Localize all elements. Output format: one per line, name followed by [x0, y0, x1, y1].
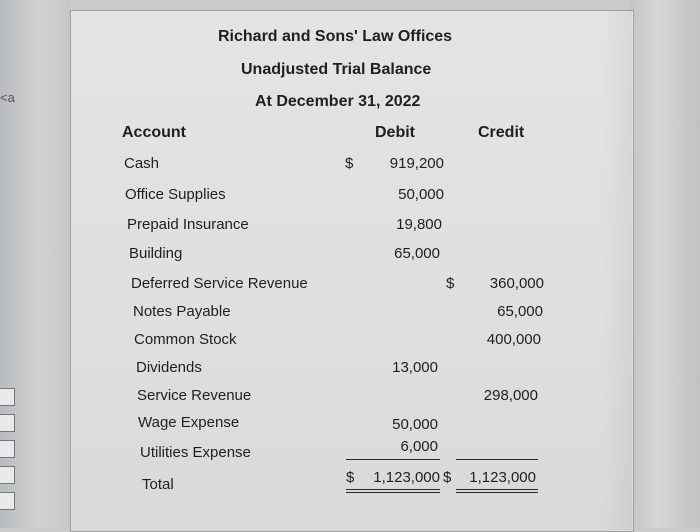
- account-name: Prepaid Insurance: [127, 216, 249, 233]
- report-subtitle: Unadjusted Trial Balance: [241, 61, 432, 78]
- debit-amount: 6,000: [400, 438, 438, 455]
- debit-amount: 50,000: [398, 186, 444, 203]
- account-name: Notes Payable: [133, 303, 231, 320]
- debit-amount: 13,000: [392, 359, 438, 376]
- credit-double-rule-1: [456, 489, 538, 490]
- debit-double-rule-2: [346, 492, 440, 493]
- debit-currency-symbol: $: [346, 469, 355, 486]
- credit-amount: 360,000: [489, 275, 544, 292]
- checkbox[interactable]: [0, 440, 15, 458]
- report-date: At December 31, 2022: [255, 93, 421, 110]
- credit-currency-symbol: $: [446, 275, 455, 292]
- checkbox[interactable]: [0, 414, 15, 432]
- background-right: [630, 0, 700, 528]
- debit-amount: 65,000: [394, 245, 440, 262]
- checkbox[interactable]: [0, 492, 15, 510]
- credit-double-rule-2: [456, 492, 538, 493]
- account-name: Utilities Expense: [140, 444, 251, 461]
- total-label: Total: [142, 476, 174, 493]
- account-name: Cash: [124, 155, 160, 172]
- account-name: Common Stock: [134, 331, 237, 348]
- panel-shadow: [602, 10, 632, 530]
- account-name: Wage Expense: [138, 414, 240, 431]
- credit-total: 1,123,000: [469, 469, 536, 486]
- debit-amount: 19,800: [396, 216, 442, 233]
- checkbox[interactable]: [0, 388, 15, 406]
- column-header-account: Account: [122, 124, 186, 141]
- account-name: Dividends: [136, 359, 202, 376]
- credit-total-rule: [456, 459, 538, 460]
- sidebar-glyph: <a: [0, 90, 15, 105]
- debit-total: 1,123,000: [373, 469, 440, 486]
- account-name: Service Revenue: [137, 387, 252, 404]
- credit-amount: 400,000: [486, 331, 541, 348]
- account-name: Office Supplies: [125, 186, 226, 203]
- debit-total-rule: [346, 459, 440, 460]
- credit-amount: 65,000: [497, 303, 543, 320]
- debit-currency-symbol: $: [345, 155, 354, 172]
- checkbox[interactable]: [0, 466, 15, 484]
- debit-amount: 919,200: [389, 155, 444, 172]
- column-header-credit: Credit: [478, 124, 525, 141]
- debit-amount: 50,000: [392, 416, 438, 433]
- debit-double-rule-1: [346, 489, 440, 490]
- credit-amount: 298,000: [483, 387, 538, 404]
- column-header-debit: Debit: [375, 124, 415, 141]
- credit-currency-symbol: $: [443, 469, 452, 486]
- report-title: Richard and Sons' Law Offices: [218, 28, 453, 45]
- account-name: Deferred Service Revenue: [131, 275, 308, 292]
- account-name: Building: [129, 245, 183, 262]
